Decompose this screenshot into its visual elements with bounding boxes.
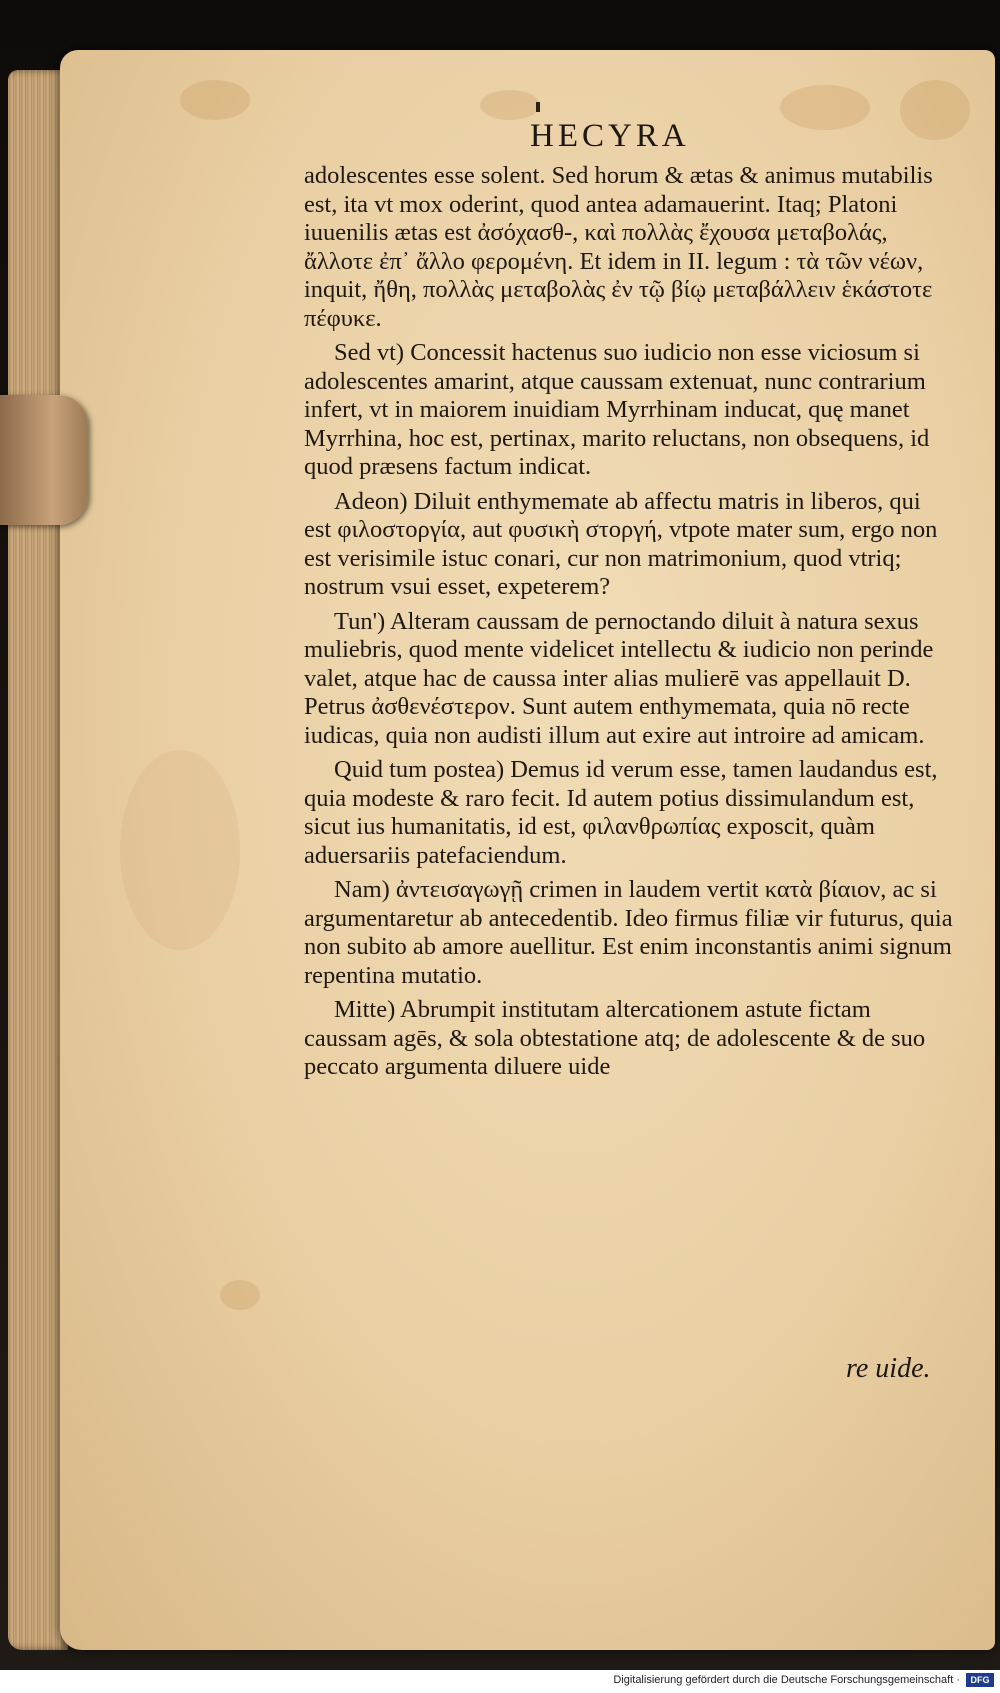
paragraph: Adeon) Diluit enthymemate ab affectu matris in liberos, qui est φιλοστοργία, aut φυσικὴ στοργή, vtpote mater sum, ergo non est verisimile istuc conari, cur non matrimonium, quod vtriq; nostrum vsui esset, expeterem?	[304, 487, 938, 600]
dfg-logo-icon: DFG	[966, 1673, 994, 1687]
header-mark	[536, 102, 540, 112]
paper-stain	[480, 90, 540, 120]
running-head: HECYRA	[530, 118, 690, 154]
paper-stain	[900, 80, 970, 140]
book-clasp	[0, 395, 88, 525]
paragraph: Quid tum postea) Demus id verum esse, tamen laudandus est, quia modeste & raro fecit. Id autem potius dissimulandum est, sicut ius humanitatis, id est, φιλανθρωπίας exposcit, quàm aduersariis patefaciendum.	[304, 756, 938, 869]
paper-stain	[780, 85, 870, 130]
commentary-text	[304, 162, 954, 1082]
paragraph: Nam) ἀντεισαγωγῇ crimen in laudem vertit κατὰ βίαιον, ac si argumentaretur ab antecedentib. Ideo firmus filiæ vir futurus, quia non subito ab amore auellitur. Est enim inconstantis animi signum repentina mutatio.	[304, 876, 953, 989]
paper-stain	[120, 750, 240, 950]
book-page-edges	[8, 70, 68, 1650]
digitization-credit: Digitalisierung gefördert durch die Deutsche Forschungsgemeinschaft ·	[613, 1674, 960, 1686]
paper-stain	[180, 80, 250, 120]
paragraph: Mitte) Abrumpit institutam altercationem astute fictam caussam agēs, & sola obtestatione atq; de adolescente & de suo peccato argumenta diluere uide	[304, 996, 926, 1080]
paper-stain	[220, 1280, 260, 1310]
catchword: re uide.	[846, 1353, 931, 1384]
paragraph: adolescentes esse solent. Sed horum & ætas & animus mutabilis est, ita vt mox oderint, quod antea adamauerint. Itaq; Platoni iuuenilis ætas est ἀσόχασθ-, καὶ πολλὰς ἔχουσα μεταβολάς, ἄλλοτε ἐπ᾽ ἄλλο φερομένη. Et idem in II. legum : τὰ τῶν νέων, inquit, ἤθη, πολλὰς μεταβολὰς ἐν τῷ βίῳ μεταβάλλειν ἑκάστοτε πέφυκε.	[304, 162, 933, 332]
paragraph: Sed vt) Concessit hactenus suo iudicio non esse viciosum si adolescentes amarint, atque caussam extenuat, nunc contrarium infert, vt in maiorem inuidiam Myrrhinam inducat, quę manet Myrrhina, hoc est, pertinax, marito reluctans, non obsequens, id quod præsens factum indicat.	[304, 339, 930, 480]
paragraph: Tun') Alteram caussam de pernoctando diluit à natura sexus muliebris, quod mente videlicet intellectu & iudicio non perinde valet, atque hac de caussa inter alias mulierē vas appellauit D. Petrus ἀσθενέστερον. Sunt autem enthymemata, quia nō recte iudicas, quia non audisti illum aut exire aut introire ad amicam.	[304, 607, 934, 749]
